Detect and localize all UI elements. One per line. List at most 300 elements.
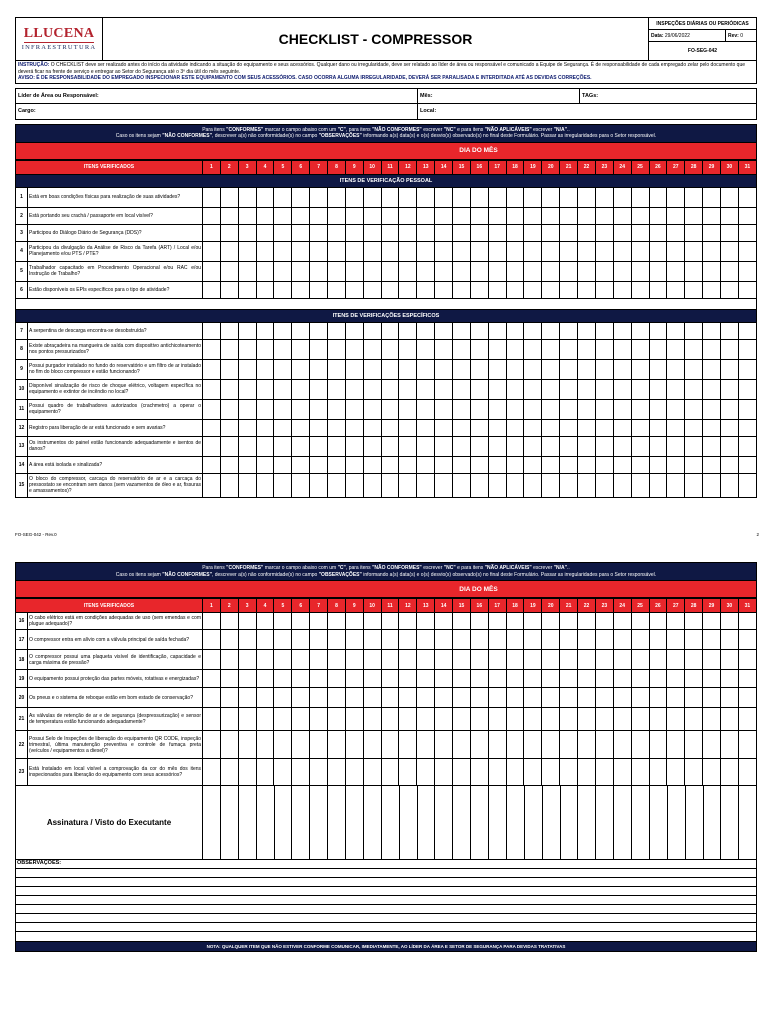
observation-line[interactable] — [16, 932, 756, 941]
day-check-cell[interactable] — [470, 708, 488, 731]
day-check-cell[interactable] — [542, 436, 560, 456]
day-check-cell[interactable] — [363, 759, 381, 786]
day-check-cell[interactable] — [399, 281, 417, 298]
day-check-cell[interactable] — [524, 322, 542, 339]
day-check-cell[interactable] — [220, 399, 238, 419]
day-check-cell[interactable] — [613, 399, 631, 419]
day-check-cell[interactable] — [220, 187, 238, 207]
day-check-cell[interactable] — [703, 731, 721, 759]
day-check-cell[interactable] — [595, 281, 613, 298]
day-check-cell[interactable] — [560, 207, 578, 224]
day-check-cell[interactable] — [453, 759, 471, 786]
day-check-cell[interactable] — [738, 630, 756, 650]
day-check-cell[interactable] — [328, 688, 346, 708]
day-check-cell[interactable] — [381, 187, 399, 207]
day-check-cell[interactable] — [274, 630, 292, 650]
day-check-cell[interactable] — [703, 436, 721, 456]
day-check-cell[interactable] — [220, 630, 238, 650]
day-check-cell[interactable] — [274, 187, 292, 207]
day-check-cell[interactable] — [703, 241, 721, 261]
day-check-cell[interactable] — [203, 207, 221, 224]
day-check-cell[interactable] — [417, 241, 435, 261]
day-check-cell[interactable] — [453, 473, 471, 497]
day-check-cell[interactable] — [220, 650, 238, 670]
day-check-cell[interactable] — [667, 241, 685, 261]
day-check-cell[interactable] — [363, 708, 381, 731]
day-check-cell[interactable] — [345, 281, 363, 298]
day-check-cell[interactable] — [667, 419, 685, 436]
day-check-cell[interactable] — [345, 207, 363, 224]
day-check-cell[interactable] — [399, 322, 417, 339]
day-check-cell[interactable] — [470, 473, 488, 497]
day-check-cell[interactable] — [328, 436, 346, 456]
day-check-cell[interactable] — [310, 399, 328, 419]
day-check-cell[interactable] — [381, 613, 399, 630]
day-check-cell[interactable] — [470, 613, 488, 630]
day-check-cell[interactable] — [631, 339, 649, 359]
signature-cell[interactable] — [525, 786, 543, 859]
day-check-cell[interactable] — [524, 650, 542, 670]
day-check-cell[interactable] — [738, 473, 756, 497]
day-check-cell[interactable] — [685, 339, 703, 359]
day-check-cell[interactable] — [328, 339, 346, 359]
day-check-cell[interactable] — [328, 473, 346, 497]
day-check-cell[interactable] — [613, 708, 631, 731]
day-check-cell[interactable] — [238, 224, 256, 241]
day-check-cell[interactable] — [220, 322, 238, 339]
day-check-cell[interactable] — [328, 399, 346, 419]
day-check-cell[interactable] — [685, 207, 703, 224]
day-check-cell[interactable] — [399, 399, 417, 419]
day-check-cell[interactable] — [667, 436, 685, 456]
day-check-cell[interactable] — [703, 630, 721, 650]
day-check-cell[interactable] — [649, 399, 667, 419]
day-check-cell[interactable] — [578, 224, 596, 241]
day-check-cell[interactable] — [417, 473, 435, 497]
signature-cell[interactable] — [704, 786, 722, 859]
day-check-cell[interactable] — [595, 241, 613, 261]
day-check-cell[interactable] — [506, 613, 524, 630]
day-check-cell[interactable] — [453, 281, 471, 298]
day-check-cell[interactable] — [631, 436, 649, 456]
day-check-cell[interactable] — [238, 339, 256, 359]
day-check-cell[interactable] — [631, 731, 649, 759]
day-check-cell[interactable] — [381, 630, 399, 650]
day-check-cell[interactable] — [203, 322, 221, 339]
day-check-cell[interactable] — [453, 630, 471, 650]
day-check-cell[interactable] — [381, 261, 399, 281]
observation-line[interactable] — [16, 905, 756, 914]
day-check-cell[interactable] — [310, 322, 328, 339]
day-check-cell[interactable] — [685, 650, 703, 670]
day-check-cell[interactable] — [435, 630, 453, 650]
day-check-cell[interactable] — [256, 207, 274, 224]
day-check-cell[interactable] — [649, 224, 667, 241]
day-check-cell[interactable] — [453, 207, 471, 224]
day-check-cell[interactable] — [524, 207, 542, 224]
day-check-cell[interactable] — [578, 359, 596, 379]
day-check-cell[interactable] — [542, 731, 560, 759]
day-check-cell[interactable] — [435, 688, 453, 708]
day-check-cell[interactable] — [345, 708, 363, 731]
day-check-cell[interactable] — [220, 224, 238, 241]
day-check-cell[interactable] — [649, 731, 667, 759]
day-check-cell[interactable] — [595, 688, 613, 708]
day-check-cell[interactable] — [542, 322, 560, 339]
day-check-cell[interactable] — [345, 731, 363, 759]
day-check-cell[interactable] — [274, 708, 292, 731]
day-check-cell[interactable] — [595, 708, 613, 731]
day-check-cell[interactable] — [703, 670, 721, 688]
day-check-cell[interactable] — [506, 281, 524, 298]
signature-cell[interactable] — [364, 786, 382, 859]
day-check-cell[interactable] — [703, 187, 721, 207]
day-check-cell[interactable] — [524, 399, 542, 419]
day-check-cell[interactable] — [274, 281, 292, 298]
day-check-cell[interactable] — [417, 688, 435, 708]
role-field[interactable]: Cargo: — [16, 104, 418, 119]
day-check-cell[interactable] — [578, 688, 596, 708]
day-check-cell[interactable] — [524, 670, 542, 688]
day-check-cell[interactable] — [506, 224, 524, 241]
day-check-cell[interactable] — [631, 281, 649, 298]
day-check-cell[interactable] — [578, 650, 596, 670]
day-check-cell[interactable] — [328, 207, 346, 224]
day-check-cell[interactable] — [435, 456, 453, 473]
signature-cell[interactable] — [489, 786, 507, 859]
day-check-cell[interactable] — [238, 456, 256, 473]
day-check-cell[interactable] — [328, 670, 346, 688]
day-check-cell[interactable] — [649, 281, 667, 298]
day-check-cell[interactable] — [292, 708, 310, 731]
day-check-cell[interactable] — [738, 688, 756, 708]
day-check-cell[interactable] — [631, 241, 649, 261]
day-check-cell[interactable] — [274, 731, 292, 759]
day-check-cell[interactable] — [328, 224, 346, 241]
day-check-cell[interactable] — [685, 241, 703, 261]
day-check-cell[interactable] — [667, 261, 685, 281]
day-check-cell[interactable] — [399, 613, 417, 630]
day-check-cell[interactable] — [595, 399, 613, 419]
day-check-cell[interactable] — [703, 650, 721, 670]
day-check-cell[interactable] — [417, 731, 435, 759]
day-check-cell[interactable] — [578, 708, 596, 731]
day-check-cell[interactable] — [399, 224, 417, 241]
day-check-cell[interactable] — [685, 359, 703, 379]
day-check-cell[interactable] — [381, 339, 399, 359]
day-check-cell[interactable] — [649, 708, 667, 731]
day-check-cell[interactable] — [488, 688, 506, 708]
day-check-cell[interactable] — [238, 281, 256, 298]
day-check-cell[interactable] — [685, 456, 703, 473]
day-check-cell[interactable] — [363, 187, 381, 207]
day-check-cell[interactable] — [310, 261, 328, 281]
day-check-cell[interactable] — [256, 224, 274, 241]
day-check-cell[interactable] — [345, 630, 363, 650]
day-check-cell[interactable] — [363, 688, 381, 708]
day-check-cell[interactable] — [238, 399, 256, 419]
day-check-cell[interactable] — [649, 630, 667, 650]
day-check-cell[interactable] — [345, 187, 363, 207]
day-check-cell[interactable] — [453, 339, 471, 359]
observation-line[interactable] — [16, 914, 756, 923]
day-check-cell[interactable] — [613, 339, 631, 359]
day-check-cell[interactable] — [203, 419, 221, 436]
day-check-cell[interactable] — [542, 261, 560, 281]
day-check-cell[interactable] — [506, 339, 524, 359]
day-check-cell[interactable] — [292, 456, 310, 473]
day-check-cell[interactable] — [667, 187, 685, 207]
signature-cell[interactable] — [721, 786, 739, 859]
day-check-cell[interactable] — [506, 650, 524, 670]
day-check-cell[interactable] — [310, 731, 328, 759]
day-check-cell[interactable] — [363, 224, 381, 241]
day-check-cell[interactable] — [399, 359, 417, 379]
day-check-cell[interactable] — [720, 261, 738, 281]
day-check-cell[interactable] — [685, 261, 703, 281]
day-check-cell[interactable] — [417, 399, 435, 419]
day-check-cell[interactable] — [613, 688, 631, 708]
day-check-cell[interactable] — [363, 419, 381, 436]
day-check-cell[interactable] — [613, 379, 631, 399]
day-check-cell[interactable] — [435, 613, 453, 630]
day-check-cell[interactable] — [649, 436, 667, 456]
day-check-cell[interactable] — [720, 339, 738, 359]
day-check-cell[interactable] — [417, 759, 435, 786]
day-check-cell[interactable] — [345, 261, 363, 281]
day-check-cell[interactable] — [220, 261, 238, 281]
day-check-cell[interactable] — [488, 359, 506, 379]
day-check-cell[interactable] — [595, 187, 613, 207]
day-check-cell[interactable] — [435, 261, 453, 281]
day-check-cell[interactable] — [345, 224, 363, 241]
day-check-cell[interactable] — [435, 359, 453, 379]
day-check-cell[interactable] — [685, 613, 703, 630]
day-check-cell[interactable] — [292, 688, 310, 708]
day-check-cell[interactable] — [292, 670, 310, 688]
day-check-cell[interactable] — [399, 708, 417, 731]
day-check-cell[interactable] — [399, 731, 417, 759]
day-check-cell[interactable] — [363, 650, 381, 670]
day-check-cell[interactable] — [363, 241, 381, 261]
day-check-cell[interactable] — [453, 436, 471, 456]
day-check-cell[interactable] — [345, 650, 363, 670]
day-check-cell[interactable] — [578, 339, 596, 359]
day-check-cell[interactable] — [720, 322, 738, 339]
day-check-cell[interactable] — [274, 670, 292, 688]
day-check-cell[interactable] — [703, 473, 721, 497]
day-check-cell[interactable] — [685, 399, 703, 419]
day-check-cell[interactable] — [328, 281, 346, 298]
day-check-cell[interactable] — [310, 281, 328, 298]
day-check-cell[interactable] — [488, 419, 506, 436]
day-check-cell[interactable] — [453, 708, 471, 731]
day-check-cell[interactable] — [238, 207, 256, 224]
day-check-cell[interactable] — [274, 688, 292, 708]
day-check-cell[interactable] — [328, 322, 346, 339]
day-check-cell[interactable] — [595, 261, 613, 281]
day-check-cell[interactable] — [470, 399, 488, 419]
day-check-cell[interactable] — [488, 339, 506, 359]
day-check-cell[interactable] — [363, 436, 381, 456]
day-check-cell[interactable] — [542, 339, 560, 359]
signature-cell[interactable] — [668, 786, 686, 859]
day-check-cell[interactable] — [720, 419, 738, 436]
day-check-cell[interactable] — [506, 241, 524, 261]
day-check-cell[interactable] — [613, 473, 631, 497]
day-check-cell[interactable] — [453, 224, 471, 241]
day-check-cell[interactable] — [328, 379, 346, 399]
location-field[interactable]: Local: — [420, 108, 437, 114]
day-check-cell[interactable] — [238, 187, 256, 207]
signature-cell[interactable] — [561, 786, 579, 859]
day-check-cell[interactable] — [292, 241, 310, 261]
day-check-cell[interactable] — [435, 419, 453, 436]
day-check-cell[interactable] — [542, 379, 560, 399]
signature-cell[interactable] — [382, 786, 400, 859]
day-check-cell[interactable] — [470, 261, 488, 281]
day-check-cell[interactable] — [595, 759, 613, 786]
day-check-cell[interactable] — [345, 759, 363, 786]
day-check-cell[interactable] — [310, 473, 328, 497]
day-check-cell[interactable] — [560, 473, 578, 497]
day-check-cell[interactable] — [720, 379, 738, 399]
signature-cell[interactable] — [471, 786, 489, 859]
day-check-cell[interactable] — [649, 261, 667, 281]
day-check-cell[interactable] — [649, 759, 667, 786]
day-check-cell[interactable] — [488, 708, 506, 731]
day-check-cell[interactable] — [399, 650, 417, 670]
day-check-cell[interactable] — [363, 399, 381, 419]
day-check-cell[interactable] — [220, 708, 238, 731]
day-check-cell[interactable] — [470, 419, 488, 436]
day-check-cell[interactable] — [381, 241, 399, 261]
day-check-cell[interactable] — [506, 261, 524, 281]
day-check-cell[interactable] — [238, 630, 256, 650]
day-check-cell[interactable] — [595, 207, 613, 224]
day-check-cell[interactable] — [667, 456, 685, 473]
day-check-cell[interactable] — [470, 379, 488, 399]
signature-cell[interactable] — [435, 786, 453, 859]
day-check-cell[interactable] — [649, 241, 667, 261]
day-check-cell[interactable] — [435, 759, 453, 786]
day-check-cell[interactable] — [435, 399, 453, 419]
tags-field[interactable]: TAGs: — [582, 92, 599, 99]
day-check-cell[interactable] — [453, 187, 471, 207]
day-check-cell[interactable] — [631, 708, 649, 731]
day-check-cell[interactable] — [506, 630, 524, 650]
day-check-cell[interactable] — [453, 670, 471, 688]
day-check-cell[interactable] — [381, 759, 399, 786]
day-check-cell[interactable] — [453, 261, 471, 281]
day-check-cell[interactable] — [345, 456, 363, 473]
day-check-cell[interactable] — [292, 379, 310, 399]
day-check-cell[interactable] — [399, 339, 417, 359]
day-check-cell[interactable] — [685, 630, 703, 650]
day-check-cell[interactable] — [345, 339, 363, 359]
day-check-cell[interactable] — [488, 241, 506, 261]
day-check-cell[interactable] — [560, 419, 578, 436]
day-check-cell[interactable] — [220, 379, 238, 399]
day-check-cell[interactable] — [220, 670, 238, 688]
day-check-cell[interactable] — [578, 241, 596, 261]
day-check-cell[interactable] — [220, 436, 238, 456]
day-check-cell[interactable] — [292, 207, 310, 224]
observation-line[interactable] — [16, 869, 756, 878]
day-check-cell[interactable] — [667, 731, 685, 759]
day-check-cell[interactable] — [631, 322, 649, 339]
signature-cell[interactable] — [346, 786, 364, 859]
day-check-cell[interactable] — [381, 379, 399, 399]
day-check-cell[interactable] — [470, 224, 488, 241]
day-check-cell[interactable] — [274, 379, 292, 399]
day-check-cell[interactable] — [595, 359, 613, 379]
day-check-cell[interactable] — [542, 399, 560, 419]
day-check-cell[interactable] — [292, 339, 310, 359]
day-check-cell[interactable] — [524, 359, 542, 379]
day-check-cell[interactable] — [363, 456, 381, 473]
day-check-cell[interactable] — [381, 399, 399, 419]
day-check-cell[interactable] — [470, 630, 488, 650]
day-check-cell[interactable] — [488, 650, 506, 670]
day-check-cell[interactable] — [203, 456, 221, 473]
day-check-cell[interactable] — [703, 759, 721, 786]
day-check-cell[interactable] — [524, 473, 542, 497]
day-check-cell[interactable] — [488, 630, 506, 650]
day-check-cell[interactable] — [256, 399, 274, 419]
day-check-cell[interactable] — [542, 473, 560, 497]
day-check-cell[interactable] — [381, 281, 399, 298]
day-check-cell[interactable] — [649, 339, 667, 359]
day-check-cell[interactable] — [560, 379, 578, 399]
day-check-cell[interactable] — [667, 322, 685, 339]
day-check-cell[interactable] — [363, 630, 381, 650]
day-check-cell[interactable] — [381, 688, 399, 708]
day-check-cell[interactable] — [560, 281, 578, 298]
day-check-cell[interactable] — [506, 419, 524, 436]
day-check-cell[interactable] — [488, 224, 506, 241]
day-check-cell[interactable] — [363, 670, 381, 688]
day-check-cell[interactable] — [685, 224, 703, 241]
day-check-cell[interactable] — [274, 241, 292, 261]
day-check-cell[interactable] — [613, 261, 631, 281]
day-check-cell[interactable] — [328, 419, 346, 436]
day-check-cell[interactable] — [203, 630, 221, 650]
day-check-cell[interactable] — [649, 670, 667, 688]
day-check-cell[interactable] — [417, 187, 435, 207]
day-check-cell[interactable] — [738, 207, 756, 224]
day-check-cell[interactable] — [435, 207, 453, 224]
day-check-cell[interactable] — [703, 379, 721, 399]
day-check-cell[interactable] — [381, 359, 399, 379]
day-check-cell[interactable] — [292, 419, 310, 436]
day-check-cell[interactable] — [256, 473, 274, 497]
day-check-cell[interactable] — [649, 613, 667, 630]
day-check-cell[interactable] — [274, 419, 292, 436]
day-check-cell[interactable] — [595, 456, 613, 473]
day-check-cell[interactable] — [435, 379, 453, 399]
day-check-cell[interactable] — [363, 379, 381, 399]
day-check-cell[interactable] — [363, 613, 381, 630]
day-check-cell[interactable] — [720, 613, 738, 630]
day-check-cell[interactable] — [238, 419, 256, 436]
day-check-cell[interactable] — [524, 379, 542, 399]
signature-cell[interactable] — [221, 786, 239, 859]
day-check-cell[interactable] — [256, 456, 274, 473]
day-check-cell[interactable] — [238, 670, 256, 688]
day-check-cell[interactable] — [720, 688, 738, 708]
day-check-cell[interactable] — [595, 650, 613, 670]
